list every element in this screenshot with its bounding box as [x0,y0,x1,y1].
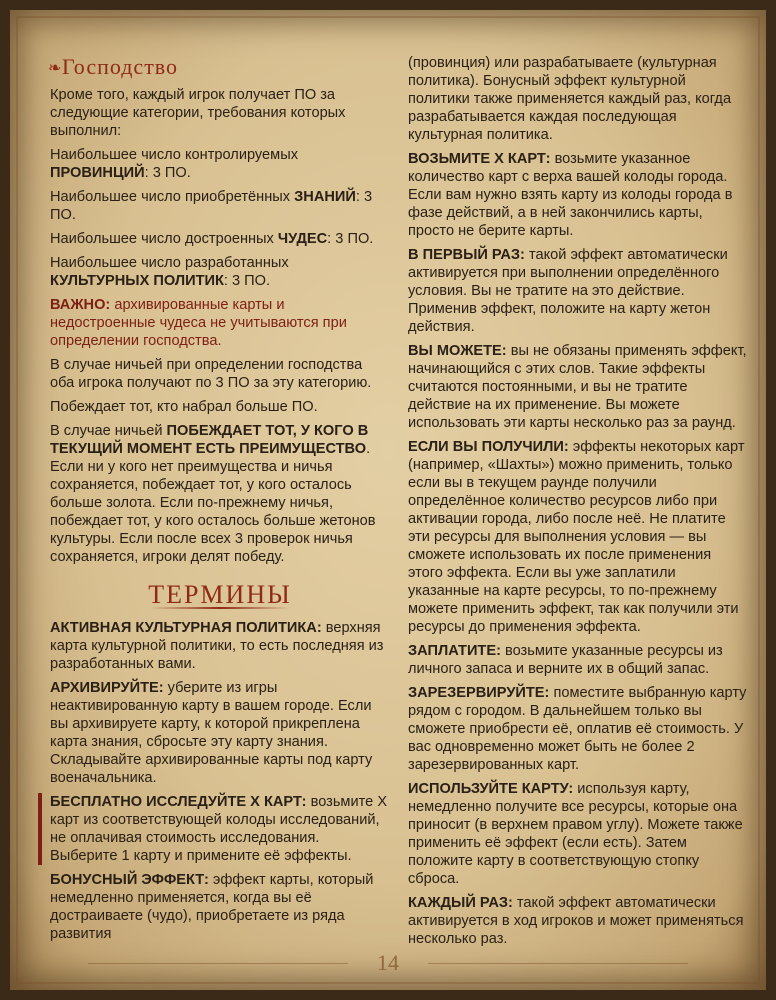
important-note: ВАЖНО: архивированные карты и недостроенные чудеса не учитываются при определении господства. [50,297,347,349]
term-entry: В ПЕРВЫЙ РАЗ: такой эффект автоматически активируется при выполнении определённого условия. Вы не тратите на это действие. Применив эффект, положите на карту жетон действия. [408,247,728,335]
dominance-item: Наибольшее число приобретённых ЗНАНИЙ: 3 ПО. [50,189,373,223]
term-entry: ЕСЛИ ВЫ ПОЛУЧИЛИ: эффекты некоторых карт (например, «Шахты») можно применить, только если вы в текущем раунде получили определённое количество ресурсов либо при активации города, либо после неё. Не платите эти ресурсы для выполнения условия — вы сможете использовать их после применения этого эффекта. Если вы уже заплатили указанные на карте ресурсы, то по-прежнему можете применить эффект, так как получили эти ресурсы до применения эффекта. [408,439,745,635]
term-entry: БОНУСНЫЙ ЭФФЕКТ: эффект карты, который немедленно применяется, когда вы её достраиваете (чудо), приобретаете из ряда развития [50,872,374,942]
intro-paragraph: Кроме того, каждый игрок получает ПО за следующие категории, требования которых выполнил: [50,87,346,139]
term-entry: ЗАРЕЗЕРВИРУЙТЕ: поместите выбранную карту рядом с городом. В дальнейшем только вы сможете приобрести её, оплатив её стоимость. У вас одновременно может быть не более 2 зарезервированных карт. [408,685,747,773]
term-entry: ЗАПЛАТИТЕ: возьмите указанные ресурсы из личного запаса и верните их в общий запас. [408,643,723,677]
dominance-item: Наибольшее число достроенных ЧУДЕС: 3 ПО. [50,231,374,247]
tie-paragraph: В случае ничьей при определении господства оба игрока получают по 3 ПО за эту категорию. [50,357,372,391]
term-entry: ВОЗЬМИТЕ X КАРТ: возьмите указанное количество карт с верха вашей колоды города. Если вам нужно взять карту из колоды города в фазе действий, а в ней закончились карты, просто не берите карты. [408,151,733,239]
term-entry: КАЖДЫЙ РАЗ: такой эффект автоматически активируется в ход игроков и может применяться несколько раз. [408,895,744,947]
term-entry: ВЫ МОЖЕТЕ: вы не обязаны применять эффект, начинающийся с этих слов. Такие эффекты считаются постоянными, и вы не тратите действие на их применение. Вы можете использовать эти карты несколько раз за раунд. [408,343,747,431]
dominance-item: Наибольшее число контролируемых ПРОВИНЦИЙ: 3 ПО. [50,147,298,181]
term-entry: ИСПОЛЬЗУЙТЕ КАРТУ: используя карту, немедленно получите все ресурсы, которые она приносит (в верхнем правом углу). Можете также применить её эффект (если есть). Затем положите карту в соответствующую стопку сброса. [408,781,743,887]
right-column [408,54,748,954]
flourish-icon: ❧ [48,60,63,77]
page-number: 14 [348,948,428,978]
term-entry: АРХИВИРУЙТЕ: уберите из игры неактивированную карту в вашем городе. Если вы архивируете карту, к которой прикреплена карта знания, сбросьте эту карту знания. Складывайте архивированные карты под карту военачальника. [50,680,373,786]
terms-title: ТЕРМИНЫ [50,586,390,609]
left-column [50,56,390,949]
term-entry-highlighted: БЕСПЛАТНО ИССЛЕДУЙТЕ X КАРТ: возьмите X карт из соответствующей колоды исследований, не оплачивая стоимость исследования. Выберите 1 карту и примените её эффекты. [38,793,390,865]
continuation-paragraph: (провинция) или разрабатываете (культурная политика). Бонусный эффект культурной политики также применяется каждый раз, когда разрабатывается каждая последующая культурная политика. [408,55,732,143]
dominance-item: Наибольшее число разработанных КУЛЬТУРНЫХ ПОЛИТИК: 3 ПО. [50,255,289,289]
tie-breaker-paragraph: В случае ничьей ПОБЕЖДАЕТ ТОТ, У КОГО В ТЕКУЩИЙ МОМЕНТ ЕСТЬ ПРЕИМУЩЕСТВО. Если ни у кого нет преимущества и ничья сохраняется, побеждает тот, у кого осталось больше золота. Если по-прежнему ничья, побеждает тот, у кого осталось больше жетонов культуры. Если после всех 3 проверок ничья сохраняется, игроки делят победу. [50,423,376,565]
term-entry: АКТИВНАЯ КУЛЬТУРНАЯ ПОЛИТИКА: верхняя карта культурной политики, то есть последняя из разработанных вами. [50,620,384,672]
heading-text: Господство [62,54,179,79]
winner-paragraph: Побеждает тот, кто набрал больше ПО. [50,399,318,415]
section-heading-dominance [48,54,390,79]
